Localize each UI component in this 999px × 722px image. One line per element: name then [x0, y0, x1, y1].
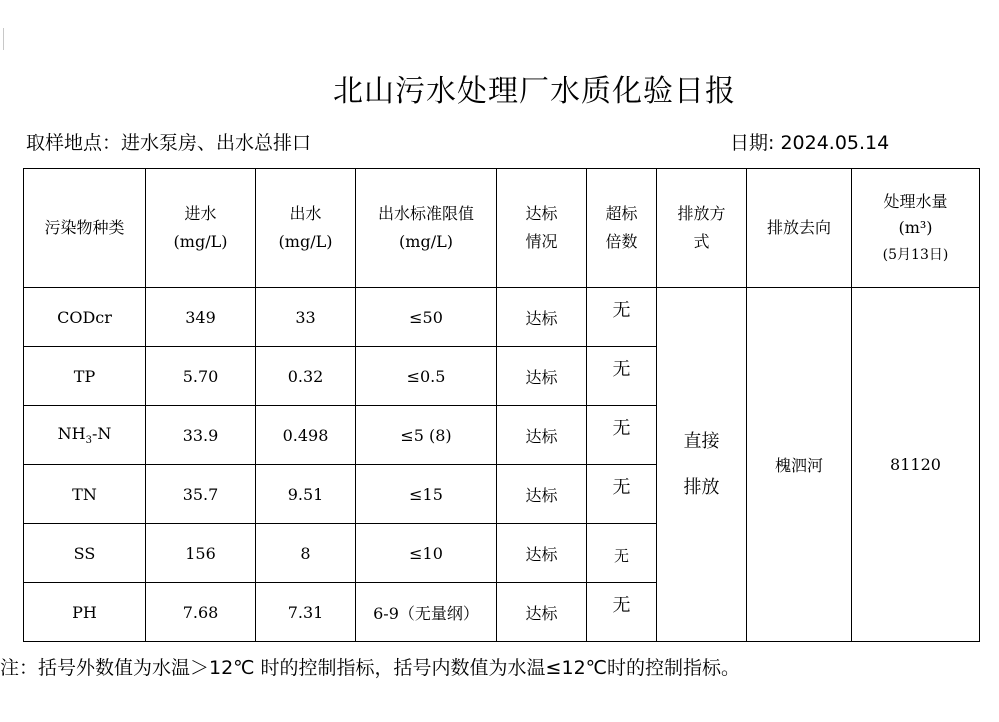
pollutant-name: PH [24, 583, 146, 642]
pollutant-name: $NH_3-N$ [24, 406, 146, 465]
inflow-value: 349 [146, 288, 256, 347]
header-inflow: 进水 (mg/L) [146, 169, 256, 288]
report-title: 北山污水处理厂水质化验日报 [333, 74, 736, 109]
inflow-value: 5.70 [146, 347, 256, 406]
table-header-row [24, 169, 980, 288]
compliance-status: 达标 [497, 583, 587, 642]
inflow-value: 35.7 [146, 465, 256, 524]
header-exceed: 超标 倍数 [587, 169, 657, 288]
outflow-value: 0.498 [256, 406, 356, 465]
table-row [24, 288, 980, 347]
exceed-cell [587, 347, 657, 406]
discharge-destination: 槐泗河 [747, 288, 852, 642]
exceed-multiple: 无 [612, 418, 631, 439]
exceed-multiple: 无 [612, 300, 631, 321]
inflow-value: 33.9 [146, 406, 256, 465]
header-volume: 处理水量 (m³) (5月13日) [852, 169, 980, 288]
pollutant-name: CODcr [24, 288, 146, 347]
outflow-value: 8 [256, 524, 356, 583]
compliance-status: 达标 [497, 465, 587, 524]
standard-limit: ≤15 [356, 465, 497, 524]
standard-limit: ≤10 [356, 524, 497, 583]
outflow-value: 0.32 [256, 347, 356, 406]
compliance-status: 达标 [497, 524, 587, 583]
exceed-multiple: 无 [613, 546, 629, 565]
inflow-value: 7.68 [146, 583, 256, 642]
exceed-multiple: 无 [612, 359, 631, 380]
inflow-value: 156 [146, 524, 256, 583]
compliance-status: 达标 [497, 406, 587, 465]
treated-volume: 81120 [852, 288, 980, 642]
exceed-multiple: 无 [612, 595, 631, 616]
pollutant-name: TP [24, 347, 146, 406]
discharge-method: 直接 排放 [683, 430, 720, 498]
report-date: 日期: 2024.05.14 [730, 132, 890, 154]
header-destination: 排放去向 [747, 169, 852, 288]
header-discharge-method: 排放方 式 [657, 169, 747, 288]
footnote: 注：括号外数值为水温＞12℃ 时的控制指标，括号内数值为水温≤12℃时的控制指标。 [0, 657, 740, 679]
sampling-location: 取样地点：进水泵房、出水总排口 [26, 132, 312, 154]
compliance-status: 达标 [497, 347, 587, 406]
pollutant-name: TN [24, 465, 146, 524]
header-pollutant: 污染物种类 [24, 169, 146, 288]
exceed-cell [587, 406, 657, 465]
outflow-value: 7.31 [256, 583, 356, 642]
standard-limit: ≤50 [356, 288, 497, 347]
exceed-cell [587, 524, 657, 583]
exceed-cell [587, 583, 657, 642]
standard-limit: ≤5 (8) [356, 406, 497, 465]
pollutant-name: SS [24, 524, 146, 583]
outflow-value: 9.51 [256, 465, 356, 524]
exceed-cell [587, 288, 657, 347]
compliance-status: 达标 [497, 288, 587, 347]
exceed-cell [587, 465, 657, 524]
exceed-multiple: 无 [612, 477, 631, 498]
header-outflow: 出水 (mg/L) [256, 169, 356, 288]
discharge-method-cell [657, 288, 747, 642]
standard-limit: ≤0.5 [356, 347, 497, 406]
outflow-value: 33 [256, 288, 356, 347]
page-corner-mark [3, 28, 4, 50]
standard-limit: 6-9（无量纲） [356, 583, 497, 642]
header-compliance: 达标 情况 [497, 169, 587, 288]
water-quality-table [23, 168, 980, 642]
header-standard: 出水标准限值 (mg/L) [356, 169, 497, 288]
